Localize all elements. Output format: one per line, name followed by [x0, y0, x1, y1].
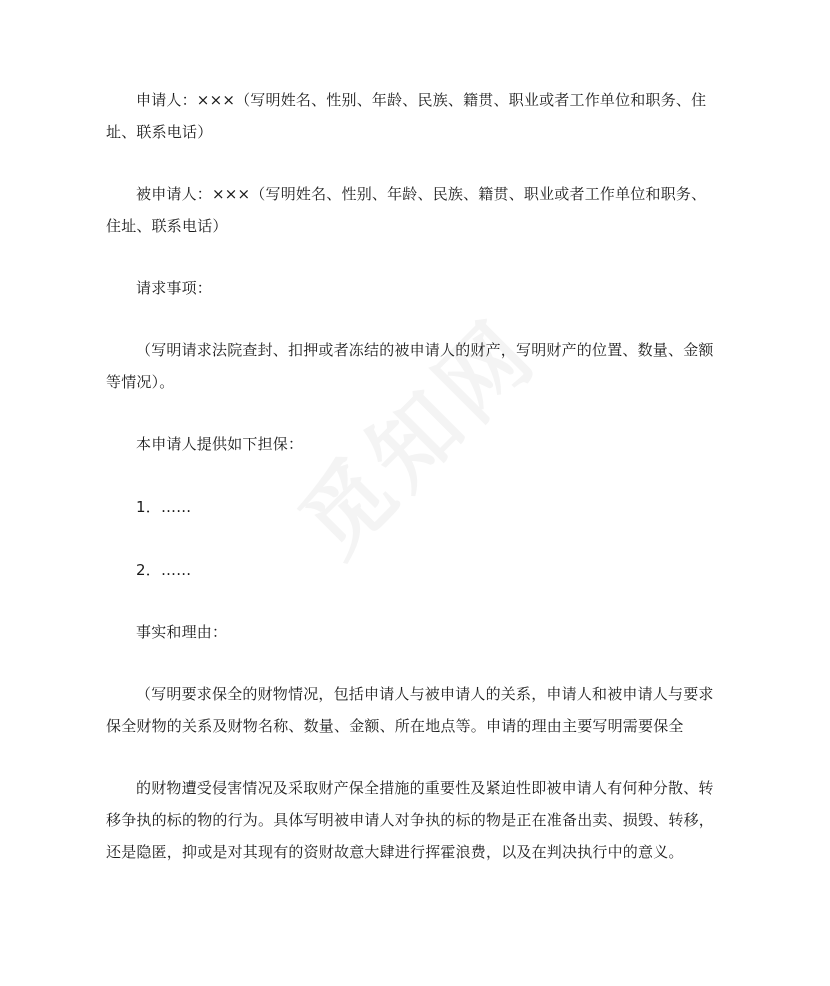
facts-para1-line-1: （写明要求保全的财物情况，包括申请人与被申请人的关系，申请人和被申请人与要求 [136, 685, 714, 703]
guarantee-heading: 本申请人提供如下担保： [136, 435, 304, 453]
facts-para2-line-2: 移争执的标的物的行为。具体写明被申请人对争执的标的物是正在准备出卖、损毁、转移， [106, 811, 715, 829]
applicant-line-1: 申请人：×××（写明姓名、性别、年龄、民族、籍贯、职业或者工作单位和职务、住 [136, 91, 707, 109]
facts-para1-line-2: 保全财物的关系及财物名称、数量、金额、所在地点等。申请的理由主要写明需要保全 [106, 717, 684, 735]
claims-heading: 请求事项： [136, 279, 213, 297]
facts-para2-line-3: 还是隐匿，抑或是对其现有的资财故意大肆进行挥霍浪费，以及在判决执行中的意义。 [106, 843, 684, 861]
guarantee-item-2: 2．…… [136, 561, 192, 579]
applicant-line-2: 址、联系电话） [106, 123, 213, 141]
claims-line-2: 等情况）。 [106, 373, 175, 391]
watermark [268, 287, 561, 580]
claims-line-1: （写明请求法院查封、扣押或者冻结的被申请人的财产，写明财产的位置、数量、金额 [136, 341, 714, 359]
respondent-line-2: 住址、联系电话） [106, 217, 228, 235]
facts-para2-line-1: 的财物遭受侵害情况及采取财产保全措施的重要性及紧迫性即被申请人有何种分散、转 [136, 779, 714, 797]
guarantee-item-1: 1．…… [136, 498, 192, 516]
respondent-line-1: 被申请人：×××（写明姓名、性别、年龄、民族、籍贯、职业或者工作单位和职务、 [136, 185, 707, 203]
facts-heading: 事实和理由： [136, 623, 228, 641]
